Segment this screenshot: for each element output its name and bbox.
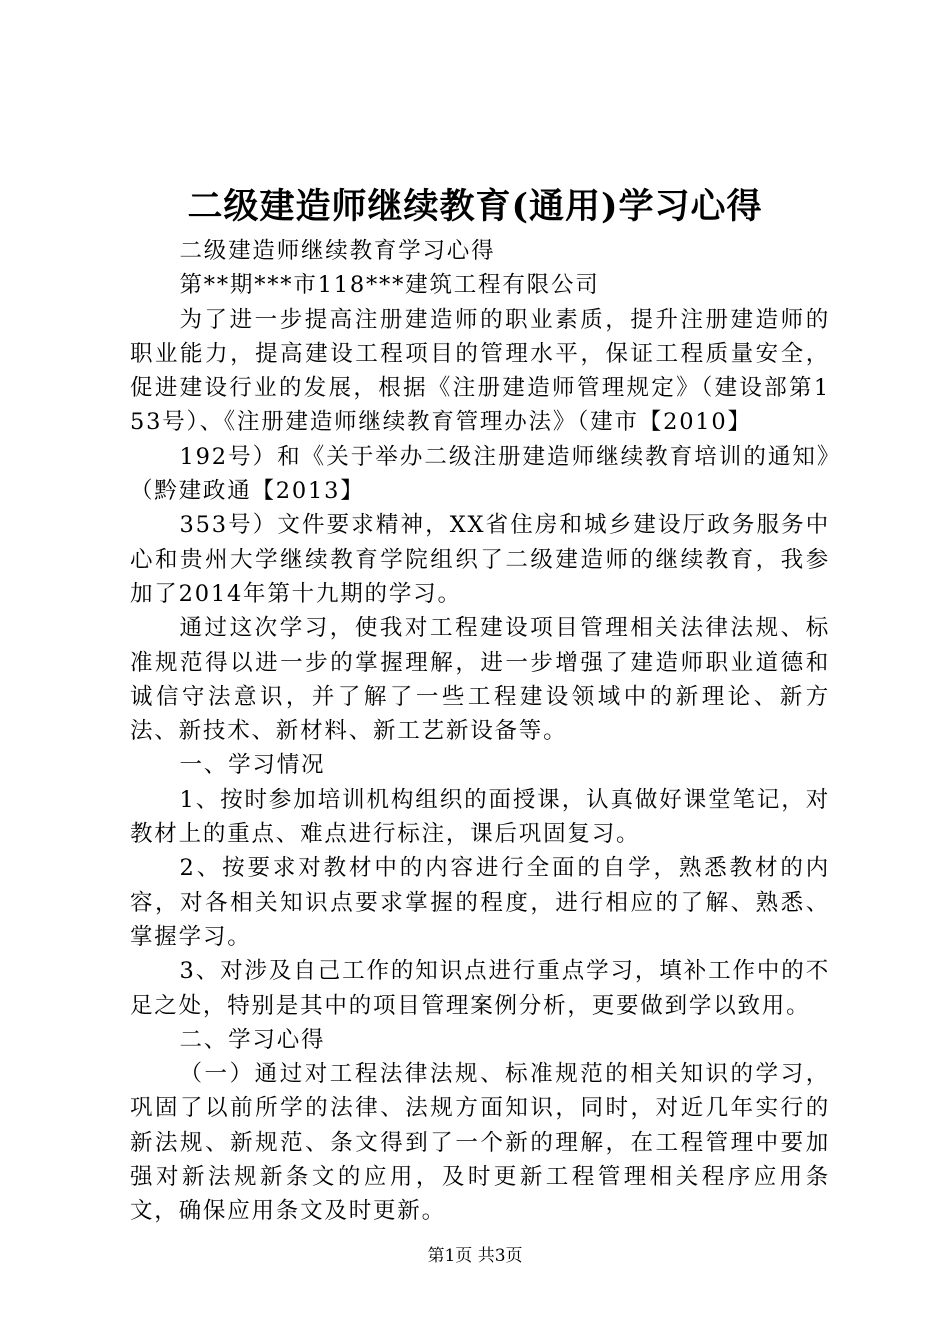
paragraph-insight-1: （一）通过对工程法律法规、标准规范的相关知识的学习，巩固了以前所学的法律、法规方面知识，同时，对近几年实行的新法规、新规范、条文得到了一个新的理解，在工程管理中要加强对新法规新条文的应用，及时更新工程管理相关程序应用条文，确保应用条文及时更新。 <box>130 1061 830 1225</box>
document-title: 二级建造师继续教育(通用)学习心得 <box>187 186 763 227</box>
page-footer: 第1页 共3页 <box>427 1246 523 1266</box>
paragraph-subtitle: 二级建造师继续教育学习心得 <box>179 238 496 264</box>
paragraph-author: 第**期***市118***建筑工程有限公司 <box>179 272 600 299</box>
paragraph-intro-end: 353号）文件要求精神，XX省住房和城乡建设厅政务服务中心和贵州大学继续教育学院组织了二级建造师的继续教育，我参加了2014年第十九期的学习。 <box>130 512 830 607</box>
list-item-1: 1、按时参加培训机构组织的面授课，认真做好课堂笔记，对教材上的重点、难点进行标注，课后巩固复习。 <box>130 786 830 848</box>
document-body <box>130 234 830 1229</box>
list-item-2: 2、按要求对教材中的内容进行全面的自学，熟悉教材的内容，对各相关知识点要求掌握的程度，进行相应的了解、熟悉、掌握学习。 <box>130 855 830 950</box>
paragraph-study-summary: 通过这次学习，使我对工程建设项目管理相关法律法规、标准规范得以进一步的掌握理解，进一步增强了建造师职业道德和诚信守法意识，并了解了一些工程建设领域中的新理论、新方法、新技术、新材料、新工艺新设备等。 <box>130 615 830 745</box>
list-item-3: 3、对涉及自己工作的知识点进行重点学习，填补工作中的不足之处，特别是其中的项目管理案例分析，更要做到学以致用。 <box>130 958 830 1019</box>
paragraph-intro-continued: 192号）和《关于举办二级注册建造师继续教育培训的通知》（黔建政通【2013】 <box>130 443 830 505</box>
paragraph-intro: 为了进一步提高注册建造师的职业素质，提升注册建造师的职业能力，提高建设工程项目的管理水平，保证工程质量安全，促进建设行业的发展，根据《注册建造师管理规定》（建设部第153号）、《注册建造师继续教育管理办法》（建市【2010】 <box>130 306 830 436</box>
section-heading-study-insights: 二、学习心得 <box>179 1026 326 1053</box>
section-heading-study-situation: 一、学习情况 <box>179 752 326 779</box>
